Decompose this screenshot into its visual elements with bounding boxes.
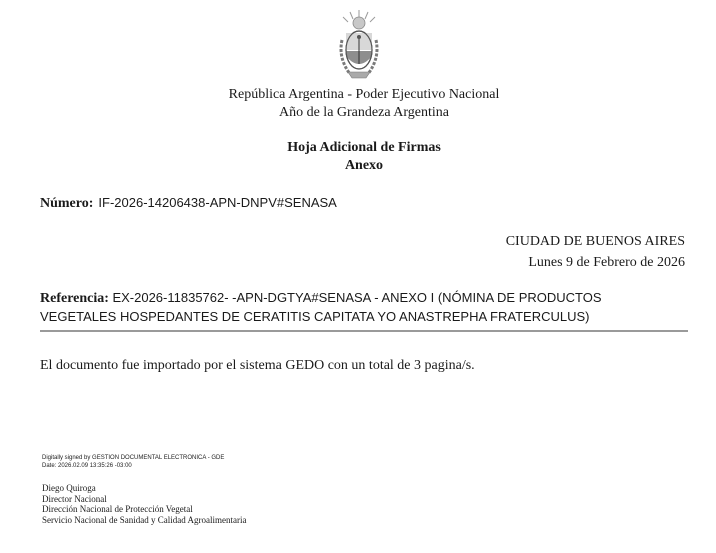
- divider: [40, 330, 688, 332]
- document-title: Hoja Adicional de Firmas: [287, 140, 441, 155]
- date-text: Lunes 9 de Febrero de 2026: [528, 255, 685, 270]
- digital-signature-stamp: [42, 454, 224, 470]
- numero-row: [40, 194, 337, 213]
- header-line-2: Año de la Grandeza Argentina: [278, 105, 449, 120]
- signer-position: Director Nacional: [42, 493, 107, 504]
- signer-agency: Servicio Nacional de Sanidad y Calidad Agroalimentaria: [42, 514, 247, 525]
- referencia-label: Referencia:: [40, 291, 109, 306]
- header-line-1: República Argentina - Poder Ejecutivo Nacional: [228, 87, 500, 102]
- signature-stamp-line-2: Date: 2026.02.09 13:35:26 -03:00: [42, 463, 132, 469]
- signer-block: [42, 483, 246, 525]
- coat-of-arms-icon: [336, 10, 382, 82]
- body-text: El documento fue importado por el sistema GEDO con un total de 3 pagina/s.: [40, 358, 475, 373]
- document-subtitle: Anexo: [344, 158, 384, 173]
- numero-value: IF-2026-14206438-APN-DNPV#SENASA: [98, 195, 337, 210]
- referencia-block: [40, 289, 680, 327]
- signer-name: Diego Quiroga: [42, 483, 96, 493]
- referencia-value: EX-2026-11835762- -APN-DGTYA#SENASA - ANEXO I (NÓMINA DE PRODUCTOS VEGETALES HOSPEDANTES DE CERATITIS CAPITATA YO ANASTREPHA FRATERCULUS): [40, 290, 602, 324]
- signer-office: Dirección Nacional de Protección Vegetal: [42, 504, 193, 514]
- city-text: CIUDAD DE BUENOS AIRES: [505, 234, 685, 249]
- signature-stamp-line-1: Digitally signed by GESTION DOCUMENTAL ELECTRONICA - GDE: [42, 455, 225, 461]
- numero-label: Número:: [40, 196, 94, 211]
